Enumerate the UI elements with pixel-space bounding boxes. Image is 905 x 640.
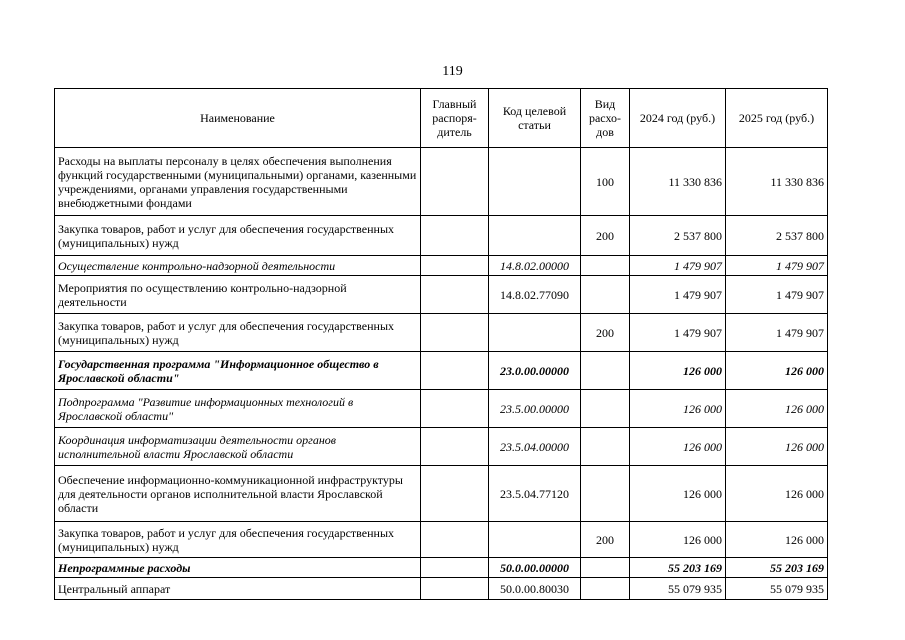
row-2025-cell: 2 537 800 (726, 216, 828, 256)
table-row (55, 352, 828, 390)
row-2024-cell: 55 079 935 (630, 578, 726, 600)
row-2025-cell: 55 203 169 (726, 558, 828, 578)
budget-table (54, 88, 828, 600)
row-kind-cell: 200 (581, 522, 630, 558)
table-row (55, 466, 828, 522)
table-row (55, 428, 828, 466)
row-2025-cell: 11 330 836 (726, 148, 828, 216)
row-manager-cell (421, 390, 489, 428)
row-code-cell: 14.8.02.00000 (489, 256, 581, 276)
row-2025-cell: 55 079 935 (726, 578, 828, 600)
row-name-cell: Государственная программа "Информационное общество в Ярославской области" (55, 352, 421, 390)
row-manager-cell (421, 466, 489, 522)
table-row (55, 522, 828, 558)
row-kind-cell (581, 558, 630, 578)
table-row (55, 256, 828, 276)
row-2024-cell: 126 000 (630, 352, 726, 390)
row-kind-cell: 200 (581, 314, 630, 352)
row-kind-cell (581, 390, 630, 428)
row-name-cell: Центральный аппарат (55, 578, 421, 600)
row-name-cell: Непрограммные расходы (55, 558, 421, 578)
row-2024-cell: 55 203 169 (630, 558, 726, 578)
row-kind-cell (581, 352, 630, 390)
row-name-cell: Мероприятия по осуществлению контрольно-надзорной деятельности (55, 276, 421, 314)
row-manager-cell (421, 522, 489, 558)
row-2024-cell: 2 537 800 (630, 216, 726, 256)
row-code-cell: 23.0.00.00000 (489, 352, 581, 390)
row-2024-cell: 126 000 (630, 522, 726, 558)
table-row (55, 314, 828, 352)
row-name-cell: Расходы на выплаты персоналу в целях обеспечения выполнения функций государственными (муниципальными) органами, казенными учреждениями, органами управления государственными внебюджетными фондами (55, 148, 421, 216)
row-name-cell: Обеспечение информационно-коммуникационной инфраструктуры для деятельности органов исполнительной власти Ярославской области (55, 466, 421, 522)
row-kind-cell (581, 428, 630, 466)
row-manager-cell (421, 352, 489, 390)
page-number: 119 (442, 64, 463, 79)
row-2024-cell: 126 000 (630, 390, 726, 428)
table-body (55, 148, 828, 600)
row-code-cell (489, 314, 581, 352)
row-name-cell: Подпрограмма "Развитие информационных технологий в Ярославской области" (55, 390, 421, 428)
header-code: Код целевой статьи (489, 89, 581, 148)
row-2025-cell: 126 000 (726, 522, 828, 558)
row-code-cell (489, 216, 581, 256)
row-name-cell: Закупка товаров, работ и услуг для обеспечения государственных (муниципальных) нужд (55, 522, 421, 558)
row-manager-cell (421, 256, 489, 276)
header-2025: 2025 год (руб.) (726, 89, 828, 148)
row-2024-cell: 11 330 836 (630, 148, 726, 216)
row-2024-cell: 1 479 907 (630, 276, 726, 314)
header-manager: Главный распоря- дитель (421, 89, 489, 148)
row-name-cell: Закупка товаров, работ и услуг для обеспечения государственных (муниципальных) нужд (55, 314, 421, 352)
table-row (55, 390, 828, 428)
row-manager-cell (421, 314, 489, 352)
row-kind-cell (581, 578, 630, 600)
row-code-cell: 14.8.02.77090 (489, 276, 581, 314)
row-code-cell: 23.5.04.77120 (489, 466, 581, 522)
row-code-cell: 23.5.04.00000 (489, 428, 581, 466)
row-kind-cell (581, 466, 630, 522)
row-name-cell: Закупка товаров, работ и услуг для обеспечения государственных (муниципальных) нужд (55, 216, 421, 256)
row-code-cell: 50.0.00.00000 (489, 558, 581, 578)
row-2024-cell: 126 000 (630, 466, 726, 522)
header-name: Наименование (55, 89, 421, 148)
row-name-cell: Координация информатизации деятельности органов исполнительной власти Ярославской области (55, 428, 421, 466)
row-2025-cell: 126 000 (726, 466, 828, 522)
row-manager-cell (421, 428, 489, 466)
row-code-cell (489, 148, 581, 216)
row-2025-cell: 126 000 (726, 352, 828, 390)
row-manager-cell (421, 148, 489, 216)
row-manager-cell (421, 276, 489, 314)
header-kind: Вид расхо- дов (581, 89, 630, 148)
row-kind-cell: 100 (581, 148, 630, 216)
table-row (55, 216, 828, 256)
row-kind-cell (581, 276, 630, 314)
row-kind-cell: 200 (581, 216, 630, 256)
table-row (55, 558, 828, 578)
header-2024: 2024 год (руб.) (630, 89, 726, 148)
row-2024-cell: 126 000 (630, 428, 726, 466)
row-2024-cell: 1 479 907 (630, 314, 726, 352)
row-2025-cell: 1 479 907 (726, 276, 828, 314)
row-manager-cell (421, 216, 489, 256)
row-manager-cell (421, 558, 489, 578)
row-code-cell (489, 522, 581, 558)
row-code-cell: 50.0.00.80030 (489, 578, 581, 600)
row-manager-cell (421, 578, 489, 600)
row-kind-cell (581, 256, 630, 276)
row-name-cell: Осуществление контрольно-надзорной деятельности (55, 256, 421, 276)
row-2025-cell: 1 479 907 (726, 256, 828, 276)
table-row (55, 148, 828, 216)
row-2024-cell: 1 479 907 (630, 256, 726, 276)
table-row (55, 276, 828, 314)
row-2025-cell: 126 000 (726, 390, 828, 428)
row-code-cell: 23.5.00.00000 (489, 390, 581, 428)
table-row (55, 578, 828, 600)
row-2025-cell: 1 479 907 (726, 314, 828, 352)
row-2025-cell: 126 000 (726, 428, 828, 466)
